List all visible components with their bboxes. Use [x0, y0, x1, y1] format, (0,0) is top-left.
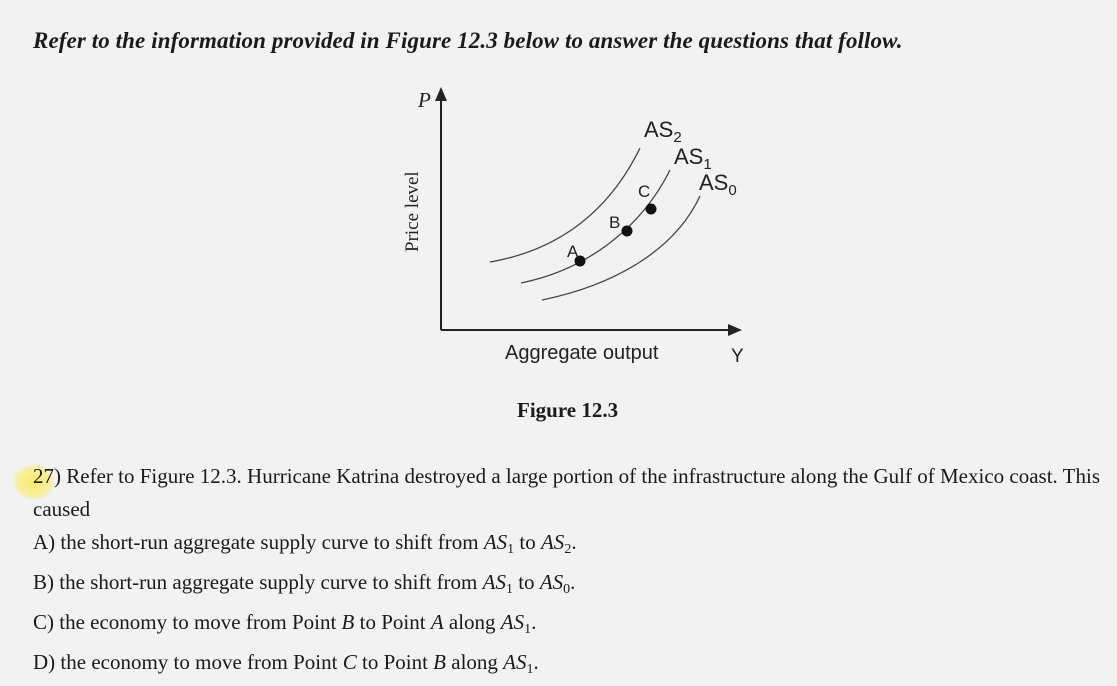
- option-a-end: .: [571, 530, 577, 554]
- curve-as2-sub: 2: [673, 129, 682, 146]
- option-b-letter: B): [33, 570, 54, 594]
- question-number: 27): [33, 464, 61, 488]
- option-d-end: .: [533, 650, 539, 674]
- option-d-letter: D): [33, 650, 56, 674]
- option-d-curve: AS: [503, 650, 527, 674]
- x-axis-symbol: Y: [731, 346, 744, 367]
- option-a[interactable]: [33, 526, 1108, 566]
- curve-as0: [542, 196, 700, 300]
- point-b-label: B: [609, 213, 621, 232]
- option-c-curve-sub: 1: [524, 622, 532, 637]
- option-b-to-sub: 0: [563, 582, 571, 597]
- x-axis-label: Aggregate output: [505, 342, 659, 364]
- point-b-marker: [622, 226, 633, 237]
- option-b-text: the short-run aggregate supply curve to shift from: [59, 570, 478, 594]
- y-axis-symbol: P: [418, 88, 431, 112]
- option-b-to: AS: [539, 570, 564, 594]
- option-a-text: the short-run aggregate supply curve to shift from: [60, 530, 479, 554]
- curve-as1-sub: 1: [703, 156, 712, 173]
- option-a-mid: to: [519, 530, 536, 554]
- option-a-to: AS: [540, 530, 565, 554]
- curve-as0-sub: 0: [728, 182, 737, 199]
- option-d-text: the economy to move from Point: [60, 650, 338, 674]
- point-c-label: C: [638, 182, 651, 201]
- question-27: [33, 460, 1108, 686]
- figure-caption: Figure 12.3: [517, 398, 619, 422]
- option-b[interactable]: [33, 566, 1108, 606]
- option-c-letter: C): [33, 610, 54, 634]
- curve-as2: [490, 148, 640, 262]
- curve-as0-name: AS: [699, 170, 729, 195]
- curve-as2-name: AS: [644, 117, 674, 142]
- option-b-from: AS: [482, 570, 506, 594]
- option-c-curve: AS: [500, 610, 525, 634]
- point-c-marker: [646, 204, 657, 215]
- curve-as1-name: AS: [674, 144, 704, 169]
- option-c-point-from: B: [341, 610, 355, 634]
- option-a-from-sub: 1: [507, 542, 515, 557]
- option-d-curve-sub: 1: [526, 662, 534, 677]
- option-d-point-from: C: [342, 650, 357, 674]
- option-d-along: along: [451, 650, 498, 674]
- y-axis-label: Price level: [402, 171, 423, 252]
- intro-instruction: Refer to the information provided in Figure 12.3 below to answer the questions that follow.: [33, 28, 903, 53]
- option-d-point-to: B: [433, 650, 446, 674]
- y-axis-arrow: [435, 87, 447, 101]
- curve-as0-label: [699, 170, 737, 199]
- option-a-to-sub: 2: [564, 542, 572, 557]
- option-c-text: the economy to move from Point: [59, 610, 337, 634]
- curve-as2-label: [644, 117, 682, 146]
- option-c-point-to: A: [430, 610, 444, 634]
- x-axis-arrow: [728, 324, 742, 336]
- option-b-from-sub: 1: [505, 582, 513, 597]
- option-c-along: along: [448, 610, 496, 634]
- option-d-mid: to Point: [361, 650, 428, 674]
- option-a-letter: A): [33, 530, 56, 554]
- option-b-mid: to: [518, 570, 535, 594]
- option-a-from: AS: [483, 530, 508, 554]
- option-b-end: .: [570, 570, 576, 594]
- option-c[interactable]: [33, 606, 1108, 646]
- question-stem: Refer to Figure 12.3. Hurricane Katrina destroyed a large portion of the infrastructure along the Gulf of Mexico coast. This caused: [33, 464, 1100, 521]
- option-d[interactable]: [33, 646, 1108, 686]
- curve-as1-label: [674, 144, 712, 173]
- option-c-end: .: [531, 610, 537, 634]
- option-c-mid: to Point: [359, 610, 426, 634]
- point-a-label: A: [567, 242, 579, 261]
